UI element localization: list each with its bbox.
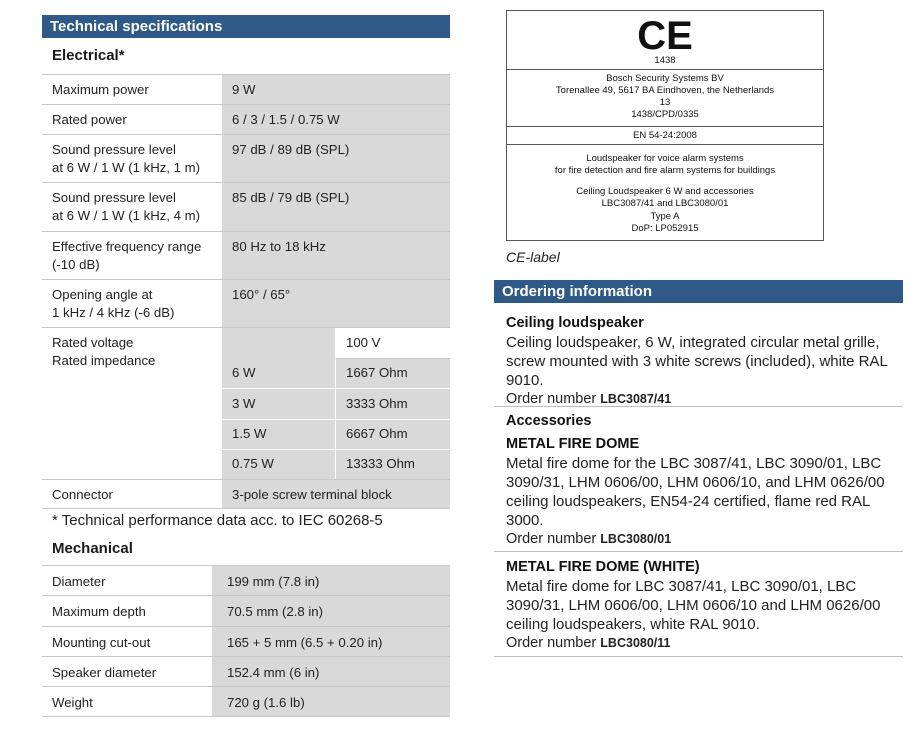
table-row [42,182,450,231]
footnote: * Technical performance data acc. to IEC 60268-5 [52,512,383,529]
order-item-title: METAL FIRE DOME [506,436,640,452]
order-item-metal-fire-dome-white [506,558,906,653]
order-item-title: METAL FIRE DOME (WHITE) [506,559,700,575]
ohm-value: 13333 Ohm [346,456,415,471]
table-row [42,104,450,134]
order-item-desc: Metal fire dome for LBC 3087/41, LBC 3090/01, LBC 3090/31, LHM 0606/00, LHM 0606/10 and LHM 0626/00 ceiling loudspeakers, white RAL 9010. [506,578,881,633]
ce-caption: CE-label [506,249,560,265]
ce-number: 1438 [654,55,676,66]
spec-value: 97 dB / 89 dB (SPL) [232,142,350,157]
ce-desc1: Loudspeaker for voice alarm systems [586,153,744,164]
spec-label: Connector [52,487,113,502]
power-value: 1.5 W [232,426,267,441]
spec-label: Sound pressure level at 6 W / 1 W (1 kHz, 1 m) [52,142,201,175]
ce-prod2: LBC3087/41 and LBC3080/01 [601,198,729,209]
table-row [42,231,450,279]
order-number: LBC3080/01 [600,532,672,546]
ce-address: Torenallee 49, 5617 BA Eindhoven, the Netherlands [555,85,775,96]
mechanical-title: Mechanical [52,540,133,557]
spec-label: Diameter [52,574,106,589]
order-item-title: Ceiling loudspeaker [506,315,644,331]
table-row [42,595,450,626]
ce-mark-icon: CE [637,14,693,58]
spec-value: 3-pole screw terminal block [232,487,392,502]
table-row [42,279,450,327]
spec-value: 165 + 5 mm (6.5 + 0.20 in) [227,635,383,650]
table-row [42,656,450,686]
spec-value: 160° / 65° [232,287,291,302]
spec-value: 85 dB / 79 dB (SPL) [232,190,350,205]
spec-value: 80 Hz to 18 kHz [232,239,326,254]
table-row [42,134,450,182]
spec-label: Sound pressure level at 6 W / 1 W (1 kHz, 4 m) [52,190,201,223]
ordering-header: Ordering information [494,280,903,303]
ce-dop: DoP: LP052915 [631,223,699,234]
table-row [42,479,450,509]
spec-value: 720 g (1.6 lb) [227,695,305,710]
spec-value: 199 mm (7.8 in) [227,574,320,589]
ohm-value: 6667 Ohm [346,426,408,441]
technical-specs-header: Technical specifications [42,15,450,38]
spec-value: 152.4 mm (6 in) [227,665,320,680]
spec-label: Maximum depth [52,604,146,619]
ce-year: 13 [659,97,671,108]
power-value: 0.75 W [232,456,274,471]
order-item-ceiling-loudspeaker [506,314,906,409]
spec-label: Opening angle at 1 kHz / 4 kHz (-6 dB) [52,287,175,320]
power-value: 6 W [232,365,256,380]
ce-type: Type A [650,211,680,222]
ce-prod1: Ceiling Loudspeaker 6 W and accessories [576,186,754,197]
order-number: LBC3087/41 [600,392,672,406]
order-number: LBC3080/11 [600,636,671,650]
spec-value: 6 / 3 / 1.5 / 0.75 W [232,112,340,127]
table-row [42,74,450,104]
ce-desc2: for fire detection and fire alarm systems for buildings [554,165,776,176]
order-item-desc: Ceiling loudspeaker, 6 W, integrated circular metal grille, screw mounted with 3 white screws (included), white RAL 9010. [506,334,888,389]
spec-label: Effective frequency range (-10 dB) [52,239,202,272]
ce-label-box [506,10,824,241]
table-row [42,565,450,595]
spec-value: 70.5 mm (2.8 in) [227,604,324,619]
spec-label: Mounting cut-out [52,635,151,650]
order-number-line: Order number LBC3080/11 [506,635,671,651]
voltage-impedance-block [42,327,450,479]
voltage-value: 100 V [346,335,381,350]
order-item-metal-fire-dome [506,435,906,549]
order-item-desc: Metal fire dome for the LBC 3087/41, LBC 3090/01, LBC 3090/31, LHM 0606/00, LHM 0606/10, and LHM 0626/00 ceiling loudspeakers, EN54-24 certified, flame red RAL 3000. [506,455,885,529]
spec-label: Rated power [52,112,127,127]
spec-label: Speaker diameter [52,665,157,680]
order-number-line: Order number LBC3080/01 [506,531,672,547]
ce-cpd: 1438/CPD/0335 [631,109,699,120]
ce-company: Bosch Security Systems BV [606,73,724,84]
ohm-value: 3333 Ohm [346,396,408,411]
spec-label: Rated voltage Rated impedance [52,335,156,368]
accessories-title: Accessories [506,413,592,429]
table-row [42,686,450,717]
electrical-title: Electrical* [52,47,125,64]
ce-standard: EN 54-24:2008 [633,130,697,141]
order-number-line: Order number LBC3087/41 [506,391,672,407]
spec-label: Maximum power [52,82,149,97]
ohm-value: 1667 Ohm [346,365,408,380]
power-value: 3 W [232,396,256,411]
spec-value: 9 W [232,82,256,97]
table-row [42,626,450,656]
spec-label: Weight [52,695,93,710]
